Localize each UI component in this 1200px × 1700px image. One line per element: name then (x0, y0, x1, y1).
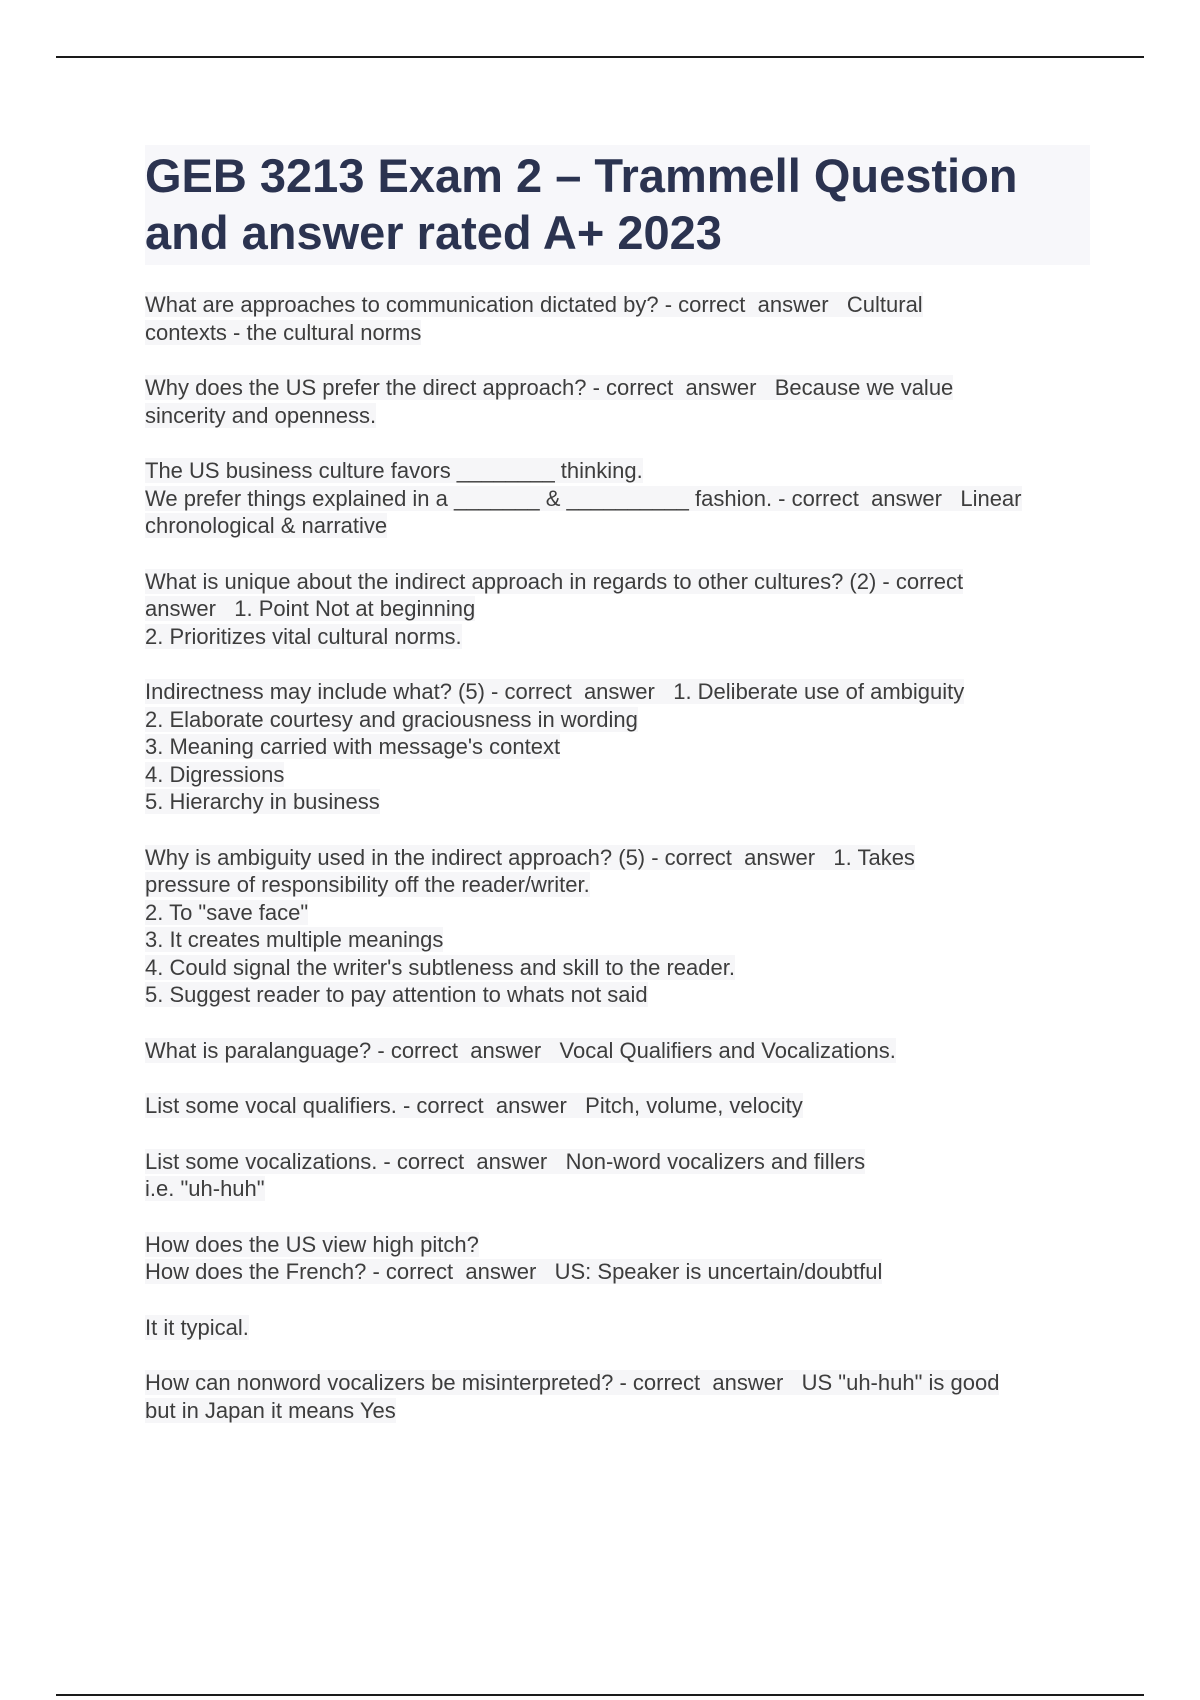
qa-line (145, 568, 1090, 596)
qa-line-text: pressure of responsibility off the reader/writer. (145, 872, 590, 897)
qa-line-text: List some vocal qualifiers. - correct answer Pitch, volume, velocity (145, 1093, 803, 1118)
qa-line (145, 981, 1090, 1009)
qa-line-text: What are approaches to communication dictated by? - correct answer Cultural (145, 292, 923, 317)
qa-item (145, 568, 1090, 651)
qa-line-text: How does the US view high pitch? (145, 1231, 479, 1257)
qa-line-text: Why does the US prefer the direct approach? - correct answer Because we value (145, 375, 954, 400)
qa-line-text: The US business culture favors ________ thinking. (145, 458, 643, 483)
qa-line-text: How does the French? - correct answer US: Speaker is uncertain/doubtful (145, 1259, 883, 1284)
qa-line (145, 1314, 1090, 1342)
qa-line (145, 402, 1090, 430)
bottom-rule (56, 1694, 1144, 1696)
qa-line-text: answer 1. Point Not at beginning (145, 596, 476, 621)
qa-line-text: List some vocalizations. - correct answer Non-word vocalizers and fillers (145, 1148, 866, 1174)
qa-line (145, 871, 1090, 899)
qa-line-text: 5. Hierarchy in business (145, 789, 380, 814)
qa-line (145, 1231, 1090, 1259)
page-content (145, 145, 1090, 1452)
qa-line (145, 595, 1090, 623)
qa-line-text: We prefer things explained in a _______ & __________ fashion. - correct answer Linear (145, 485, 1022, 511)
qa-line-text: It it typical. (145, 1314, 249, 1340)
qa-line (145, 844, 1090, 872)
qa-line-text: 4. Digressions (145, 761, 285, 787)
qa-line-text: What is unique about the indirect approach in regards to other cultures? (2) - correct (145, 568, 964, 594)
qa-line-text: sincerity and openness. (145, 402, 377, 428)
qa-line-text: 2. Elaborate courtesy and graciousness in wording (145, 706, 638, 732)
qa-list (145, 291, 1090, 1424)
qa-line (145, 1258, 1090, 1286)
qa-line (145, 926, 1090, 954)
qa-line (145, 291, 1090, 319)
top-rule (56, 56, 1144, 58)
qa-line (145, 374, 1090, 402)
qa-line-text: 4. Could signal the writer's subtleness and skill to the reader. (145, 954, 735, 980)
qa-item (145, 457, 1090, 540)
qa-line-text: 3. It creates multiple meanings (145, 927, 444, 952)
qa-item (145, 1314, 1090, 1342)
qa-line-text: Indirectness may include what? (5) - correct answer 1. Deliberate use of ambiguity (145, 679, 965, 704)
qa-line (145, 1148, 1090, 1176)
document-title (145, 145, 1090, 265)
qa-item (145, 374, 1090, 429)
qa-item (145, 844, 1090, 1009)
qa-line (145, 954, 1090, 982)
qa-line-text: but in Japan it means Yes (145, 1397, 396, 1423)
qa-line (145, 1397, 1090, 1425)
qa-line (145, 1369, 1090, 1397)
qa-line-text: 3. Meaning carried with message's context (145, 734, 561, 759)
qa-line (145, 761, 1090, 789)
qa-line (145, 788, 1090, 816)
qa-line (145, 1092, 1090, 1120)
qa-item (145, 1092, 1090, 1120)
qa-line-text: i.e. "uh-huh" (145, 1176, 265, 1201)
qa-line (145, 1037, 1090, 1065)
qa-line (145, 512, 1090, 540)
qa-line-text: What is paralanguage? - correct answer Vocal Qualifiers and Vocalizations. (145, 1037, 896, 1063)
qa-line-text: Why is ambiguity used in the indirect approach? (5) - correct answer 1. Takes (145, 844, 915, 870)
qa-line (145, 319, 1090, 347)
qa-line (145, 706, 1090, 734)
title-line-2: and answer rated A+ 2023 (145, 206, 722, 259)
qa-line (145, 457, 1090, 485)
qa-line (145, 678, 1090, 706)
qa-line (145, 485, 1090, 513)
qa-item (145, 1231, 1090, 1286)
qa-line-text: contexts - the cultural norms (145, 319, 422, 345)
qa-item (145, 1148, 1090, 1203)
qa-line-text: 5. Suggest reader to pay attention to whats not said (145, 982, 648, 1007)
qa-line (145, 1175, 1090, 1203)
qa-line-text: 2. Prioritizes vital cultural norms. (145, 623, 462, 649)
qa-line (145, 733, 1090, 761)
title-line-1: GEB 3213 Exam 2 – Trammell Question (145, 149, 1018, 202)
qa-item (145, 1369, 1090, 1424)
qa-line-text: chronological & narrative (145, 513, 388, 538)
qa-item (145, 1037, 1090, 1065)
qa-line-text: How can nonword vocalizers be misinterpreted? - correct answer US "uh-huh" is good (145, 1370, 1000, 1395)
qa-line-text: 2. To "save face" (145, 899, 309, 925)
qa-item (145, 291, 1090, 346)
qa-item (145, 678, 1090, 816)
qa-line (145, 899, 1090, 927)
qa-line (145, 623, 1090, 651)
